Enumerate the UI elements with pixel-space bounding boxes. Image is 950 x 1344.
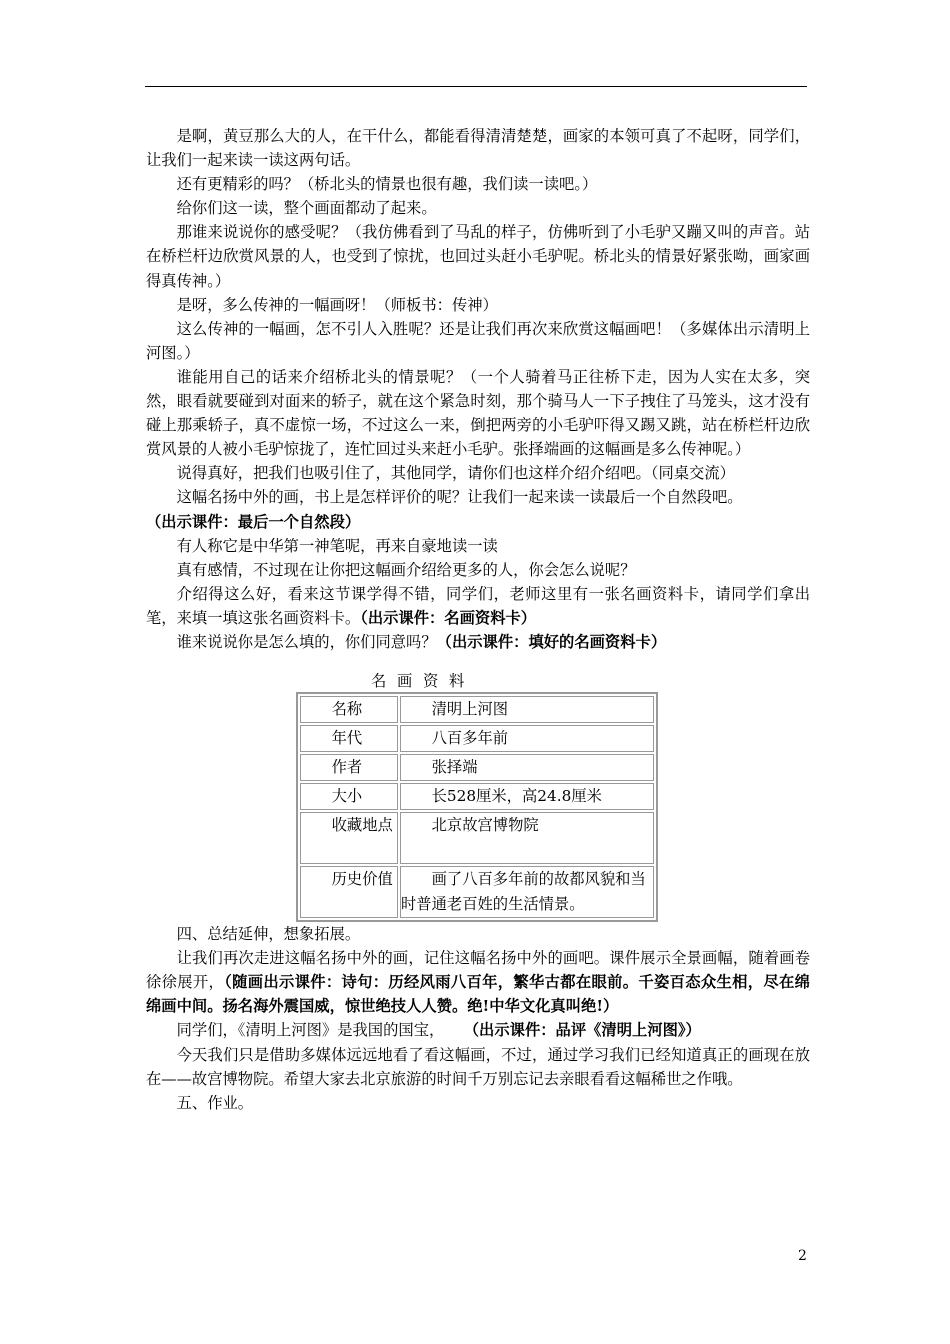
table-row xyxy=(300,812,654,864)
paragraph: 给你们这一读，整个画面都动了起来。 xyxy=(176,199,437,218)
paragraph xyxy=(146,582,810,630)
table-value: 清明上河图 xyxy=(400,696,654,723)
paragraph: 说得真好，把我们也吸引住了，其他同学，请你们也这样介绍介绍吧。（同桌交流） xyxy=(176,464,735,483)
page-number: 2 xyxy=(798,1248,807,1264)
card-caption: 名画资料 xyxy=(371,672,476,691)
table-key: 大小 xyxy=(300,783,398,810)
table-key: 历史价值 xyxy=(300,866,398,918)
document-body xyxy=(146,124,810,1115)
table-value: 八百多年前 xyxy=(400,725,654,752)
section-title: 五、作业。 xyxy=(176,1093,254,1112)
table-row xyxy=(300,783,654,810)
header-rule xyxy=(145,86,807,87)
courseware-note: （随画出示课件：诗句：历经风雨八百年，繁华古都在眼前。千姿百态众生相，尽在绵绵画中间。扬名海外震国威，惊世绝技人人赞。绝!中华文化真叫绝!） xyxy=(146,973,810,1016)
table-key: 年代 xyxy=(300,725,398,752)
paragraph-text: 谁来说说你是怎么填的，你们同意吗？ xyxy=(176,632,437,651)
table-value: 北京故宫博物院 xyxy=(400,812,654,864)
paragraph xyxy=(146,630,810,654)
table-value: 画了八百多年前的故都风貌和当时普通老百姓的生活情景。 xyxy=(400,866,654,918)
paragraph: 真有感情，不过现在让你把这幅画介绍给更多的人，你会怎么说呢？ xyxy=(176,560,636,579)
courseware-note: （出示课件：品评《清明上河图》） xyxy=(463,1021,701,1040)
paragraph: 有人称它是中华第一神笔呢，再来自豪地读一读 xyxy=(176,536,498,555)
paragraph xyxy=(146,510,810,534)
painting-info-card xyxy=(296,670,658,922)
paragraph: 还有更精彩的吗？（桥北头的情景也很有趣，我们读一读吧。） xyxy=(176,175,598,194)
courseware-note: （出示课件：名画资料卡） xyxy=(360,608,537,627)
courseware-note: （出示课件：最后一个自然段） xyxy=(146,512,361,531)
table-row xyxy=(300,754,654,781)
paragraph: 今天我们只是借助多媒体远远地看了看这幅画，不过，通过学习我们已经知道真正的画现在放在——故宫博物院。希望大家去北京旅游的时间千万别忘记去亲眼看看这幅稀世之作哦。 xyxy=(146,1045,810,1088)
table-row xyxy=(300,866,654,918)
paragraph: 这么传神的一幅画，怎不引人入胜呢？还是让我们再次来欣赏这幅画吧！（多媒体出示清明上河图。） xyxy=(146,319,810,362)
paragraph-text: 同学们，《清明上河图》是我国的国宝， xyxy=(176,1021,445,1040)
info-table xyxy=(296,692,658,922)
table-key: 名称 xyxy=(300,696,398,723)
paragraph: 是呀，多么传神的一幅画呀！（师板书：传神） xyxy=(176,295,498,314)
paragraph xyxy=(146,1018,810,1042)
paragraph xyxy=(146,946,810,1018)
paragraph-text: 让我们再次走进这幅名扬中外的画，记住这幅名扬中外的画吧。课件展示全景画幅，随着画卷徐徐展开， xyxy=(146,949,810,992)
paragraph-text: 介绍得这么好，看来这节课学得不错，同学们，老师这里有一张名画资料卡，请同学们拿出笔，来填一填这张名画资料卡。 xyxy=(146,584,810,627)
paragraph: 谁能用自己的话来介绍桥北头的情景呢？（一个人骑着马正往桥下走，因为人实在太多，突然，眼看就要碰到对面来的轿子，就在这个紧急时刻，那个骑马人一下子拽住了马笼头，这才没有碰上那乘轿子，真不虚惊一场，不过这么一来，倒把两旁的小毛驴吓得又踢又跳，站在桥栏杆边欣赏风景的人被小毛驴惊拢了，连忙回过头来赶小毛驴。张择端画的这幅画是多么传神呢。） xyxy=(146,367,810,459)
table-value: 长528厘米，高24.8厘米 xyxy=(400,783,654,810)
table-row xyxy=(300,696,654,723)
paragraph: 这幅名扬中外的画，书上是怎样评价的呢？让我们一起来读一读最后一个自然段吧。 xyxy=(176,488,743,507)
table-row xyxy=(300,725,654,752)
paragraph: 是啊，黄豆那么大的人，在干什么，都能看得清清楚楚，画家的本领可真了不起呀，同学们，让我们一起来读一读这两句话。 xyxy=(146,127,810,170)
paragraph: 那谁来说说你的感受呢？（我仿佛看到了马乱的样子，仿佛听到了小毛驴又蹦又叫的声音。站在桥栏杆边欣赏风景的人，也受到了惊扰，也回过头赶小毛驴呢。桥北头的情景好紧张呦，画家画得真传神。） xyxy=(146,223,810,290)
table-value: 张择端 xyxy=(400,754,654,781)
table-key: 收藏地点 xyxy=(300,812,398,864)
courseware-note: （出示课件：填好的名画资料卡） xyxy=(436,632,667,651)
table-key: 作者 xyxy=(300,754,398,781)
section-title: 四、总结延伸，想象拓展。 xyxy=(176,925,361,944)
